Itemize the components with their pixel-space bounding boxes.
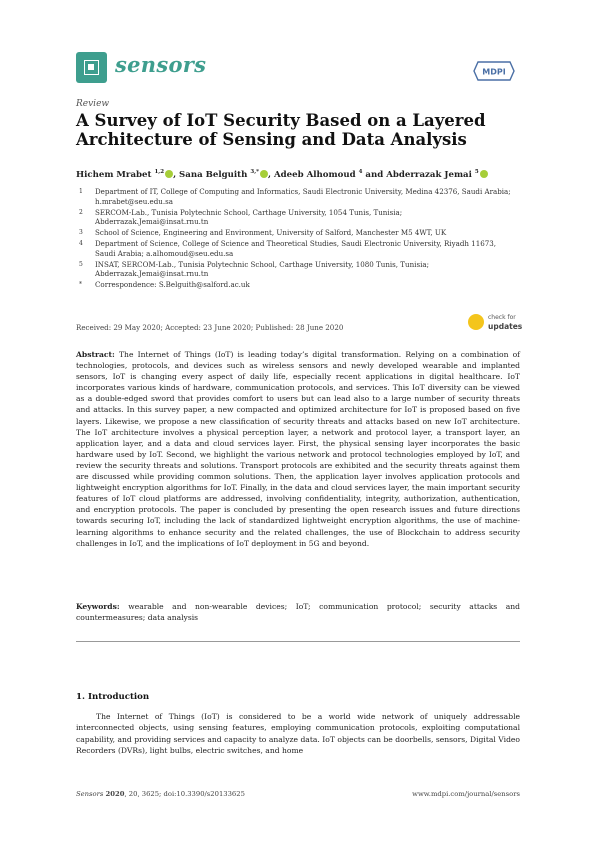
author-affil-sup: 3,* [250,169,259,175]
article-title: A Survey of IoT Security Based on a Layered Architecture of Sensing and Data Analysis [76,111,486,149]
journal-name: sensors [115,52,207,77]
orcid-icon[interactable] [480,170,488,178]
author-affil-sup: 1,2 [154,169,165,175]
affiliation-list [76,187,516,291]
footer-citation [76,790,245,798]
chip-icon [84,60,99,75]
abstract [76,349,520,549]
affiliation-item [76,260,516,279]
mdpi-logo-text: MDPI [482,67,506,77]
section-body-text: The Internet of Things (IoT) is considered to be a world wide network of uniquely addressable interconnected objects, using sensing features, employing communication protocols, exploiting computational capability, and providing services and capacity to analyze data. IoT objects can be doorbells, sensors, Digital Video Recorders (DVRs), light bulbs, electric switches, and home [76,712,520,756]
author-and: and [362,169,387,180]
affiliation-item [76,239,516,258]
affiliation-number: 3 [79,229,83,236]
affiliation-number: 1 [79,188,83,195]
affiliation-number: 2 [79,208,83,216]
keywords-text: wearable and non-wearable devices; IoT; communication protocol; security attacks and countermeasures; data analysis [76,602,521,623]
journal-logo-icon [76,52,107,83]
affiliation-text: Department of IT, College of Computing and Informatics, Saudi Electronic University, Medina 42376, Saudi Arabia; h.mrabet@seu.edu.sa [95,187,511,206]
check-updates-line1: check for [488,314,516,321]
affiliation-item [76,228,516,238]
check-updates-icon [468,314,484,330]
abstract-text: The Internet of Things (IoT) is leading today’s digital transformation. Relying on a combination of technologies, protocols, and devices such as wireless sensors and newly developed wearable and implanted sensors, IoT is changing every aspect of daily life, especially recent applications in digital healthcare. IoT incorporates various kinds of hardware, communication protocols, and services. This IoT diversity can be viewed as a double-edged sword that provides comfort to users but can lead also to a large number of security threats and attacks. In this survey paper, a new compacted and optimized architecture for IoT is proposed based on five layers. Likewise, we propose a new classification of security threats and attacks based on new IoT architecture. The IoT architecture involves a physical perception layer, a network and protocol layer, a transport layer, an application layer, and a data and cloud services layer. First, the physical sensing layer incorporates the basic hardware used by IoT. Second, we highlight the various network and protocol technologies employed by IoT, and review the security threats and solutions. Transport protocols are exhibited and the security threats against them are discussed while providing common solutions. Then, the application layer involves application protocols and lightweight encryption algorithms for IoT. Finally, in the data and cloud services layer, the main important security features of IoT cloud platforms are addressed, involving confidentiality, integrity, authorization, authentication, and encryption protocols. The paper is concluded by presenting the open research issues and future directions towards securing IoT, including the lack of standardized lightweight encryption algorithms, the use of machine-learning algorithms to enhance security and the related challenges, the use of Blockchain to address security challenges in IoT, and the implications of IoT deployment in 5G and beyond. [76,350,520,548]
keywords-label: Keywords: [76,602,120,611]
keywords [76,601,520,623]
orcid-icon[interactable] [260,170,268,178]
correspondence-item [76,280,516,290]
mdpi-logo-icon [472,60,516,82]
footer-citation-rest: , 20, 3625; doi:10.3390/s20133625 [124,790,245,798]
author-name[interactable]: Hichem Mrabet [76,169,152,180]
author-separator: , [268,169,274,180]
section-heading: 1. Introduction [76,692,150,702]
abstract-label: Abstract: [76,350,115,359]
affiliation-number: 4 [79,240,83,247]
check-for-updates-button[interactable] [468,312,528,334]
orcid-icon[interactable] [165,170,173,178]
affiliation-item [76,208,516,227]
footer-year: 2020 [105,790,125,798]
affiliation-number: * [79,281,82,288]
article-type: Review [76,99,110,109]
affiliation-text: INSAT, SERCOM-Lab., Tunisia Polytechnic School, Carthage University, 1080 Tunis, Tunisia; Abderrazak.Jemai@insat.rnu.tn [95,259,429,278]
affiliation-text: School of Science, Engineering and Environment, University of Salford, Manchester M5 4WT, UK [95,228,447,237]
publication-dates: Received: 29 May 2020; Accepted: 23 June 2020; Published: 28 June 2020 [76,323,344,332]
affiliation-text: Department of Science, College of Science and Theoretical Studies, Saudi Electronic University, Riyadh 11673, Saudi Arabia; a.alhomoud@seu.edu.sa [95,239,497,258]
correspondence-text[interactable]: Correspondence: S.Belguith@salford.ac.uk [95,280,250,289]
author-list [76,169,516,180]
author-affil-sup: 4 [358,169,363,175]
author-separator: , [173,169,180,180]
author-name[interactable]: Sana Belguith [179,169,248,180]
author-name[interactable]: Abderrazak Jemai [386,169,472,180]
affiliation-number: 5 [79,260,83,268]
affiliation-item [76,187,516,206]
author-affil-sup: 5 [474,169,479,175]
footer-url-link[interactable]: www.mdpi.com/journal/sensors [412,790,520,798]
author-name[interactable]: Adeeb Alhomoud [273,169,356,180]
affiliation-text: SERCOM-Lab., Tunisia Polytechnic School, Carthage University, 1054 Tunis, Tunisia; Abderrazak.Jemai@insat.rnu.tn [95,207,403,226]
footer-journal: Sensors [76,790,104,798]
divider [76,641,520,642]
check-updates-line2: updates [488,322,523,331]
